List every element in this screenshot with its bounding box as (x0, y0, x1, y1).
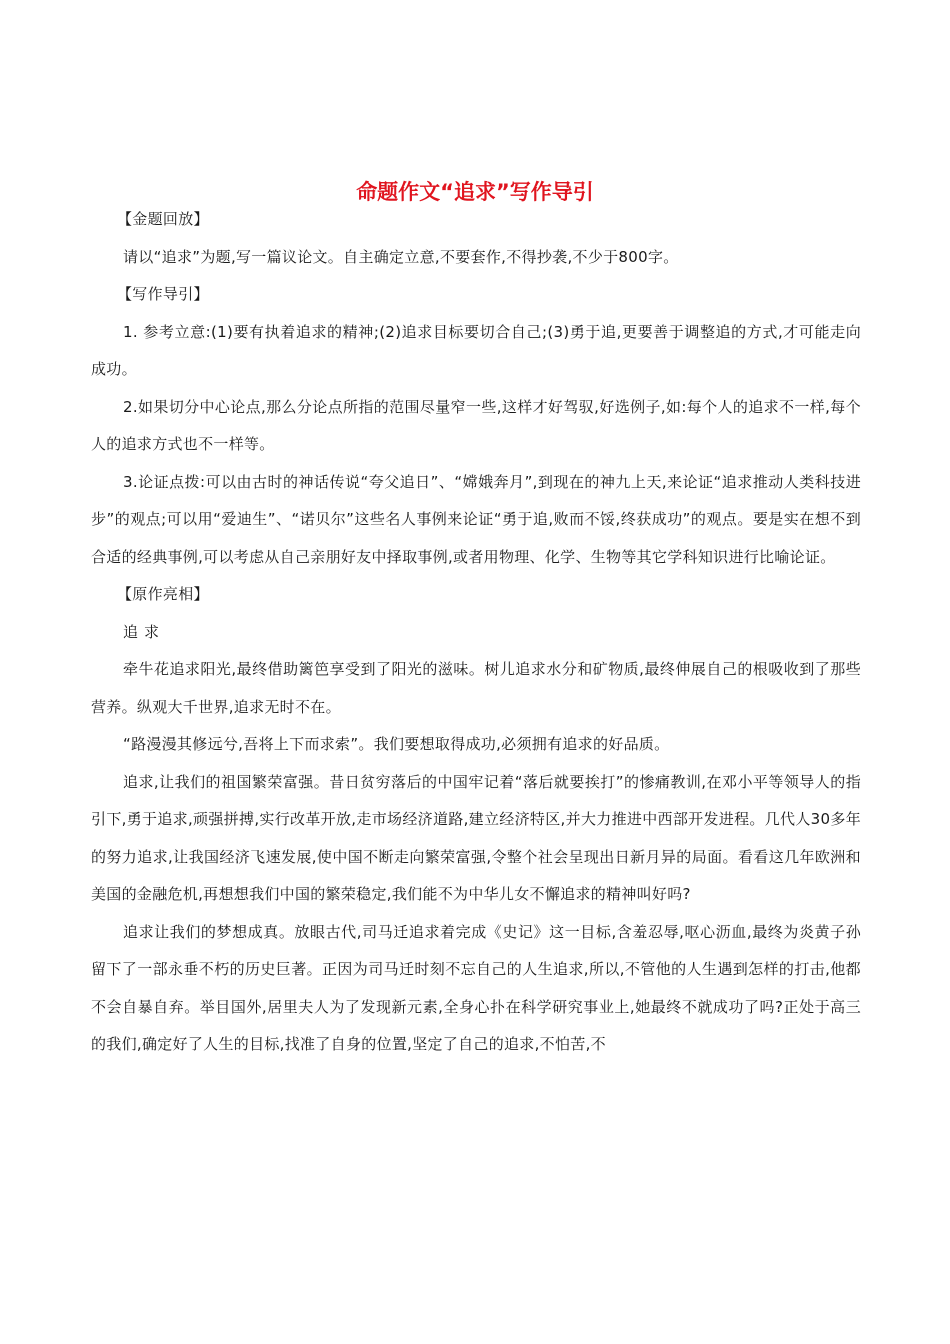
prompt-paragraph: 请以“追求”为题,写一篇议论文。自主确定立意,不要套作,不得抄袭,不少于800字。 (123, 247, 679, 266)
essay-title: 追求 (123, 622, 166, 641)
guide-paragraph-3: 3.论证点拨:可以由古时的神话传说“夸父追日”、“嫦娥奔月”,到现在的神九上天,来论证“追求推动人类科技进步”的观点;可以用“爱迪生”、“诺贝尔”这些名人事例来论证“勇于追,败而不馁,终获成功”的观点。要是实在想不到合适的经典事例,可以考虑从自己亲朋好友中择取事例,或者用物理、化学、生物等其它学科知识进行比喻论证。 (91, 472, 861, 566)
document-body (91, 201, 861, 1064)
guide-paragraph-1: 1. 参考立意:(1)要有执着追求的精神;(2)追求目标要切合自己;(3)勇于追,更要善于调整追的方式,才可能走向成功。 (91, 322, 861, 378)
section-heading-guide: 【写作导引】 (117, 285, 209, 303)
section-heading-essay: 【原作亮相】 (117, 585, 209, 603)
essay-paragraph-3: 追求,让我们的祖国繁荣富强。昔日贫穷落后的中国牢记着“落后就要挨打”的惨痛教训,在邓小平等领导人的指引下,勇于追求,顽强拼搏,实行改革开放,走市场经济道路,建立经济特区,并大力推进中西部开发进程。几代人30多年的努力追求,让我国经济飞速发展,使中国不断走向繁荣富强,令整个社会呈现出日新月异的局面。看看这几年欧洲和美国的金融危机,再想想我们中国的繁荣稳定,我们能不为中华儿女不懈追求的精神叫好吗? (91, 772, 861, 903)
guide-paragraph-2: 2.如果切分中心论点,那么分论点所指的范围尽量窄一些,这样才好驾驭,好选例子,如:每个人的追求不一样,每个人的追求方式也不一样等。 (91, 397, 861, 453)
document-title: 命题作文“追求”写作导引 (356, 180, 594, 204)
section-heading-prompt: 【金题回放】 (117, 210, 209, 228)
essay-paragraph-1: 牵牛花追求阳光,最终借助篱笆享受到了阳光的滋味。树儿追求水分和矿物质,最终伸展自己的根吸收到了那些营养。纵观大千世界,追求无时不在。 (91, 660, 861, 716)
essay-paragraph-2: “路漫漫其修远兮,吾将上下而求索”。我们要想取得成功,必须拥有追求的好品质。 (123, 735, 670, 753)
essay-paragraph-4: 追求让我们的梦想成真。放眼古代,司马迁追求着完成《史记》这一目标,含羞忍辱,呕心沥血,最终为炎黄子孙留下了一部永垂不朽的历史巨著。正因为司马迁时刻不忘自己的人生追求,所以,不管他的人生遇到怎样的打击,他都不会自暴自弃。举目国外,居里夫人为了发现新元素,全身心扑在科学研究事业上,她最终不就成功了吗?正处于高三的我们,确定好了人生的目标,找准了自身的位置,坚定了自己的追求,不怕苦,不 (91, 922, 861, 1053)
